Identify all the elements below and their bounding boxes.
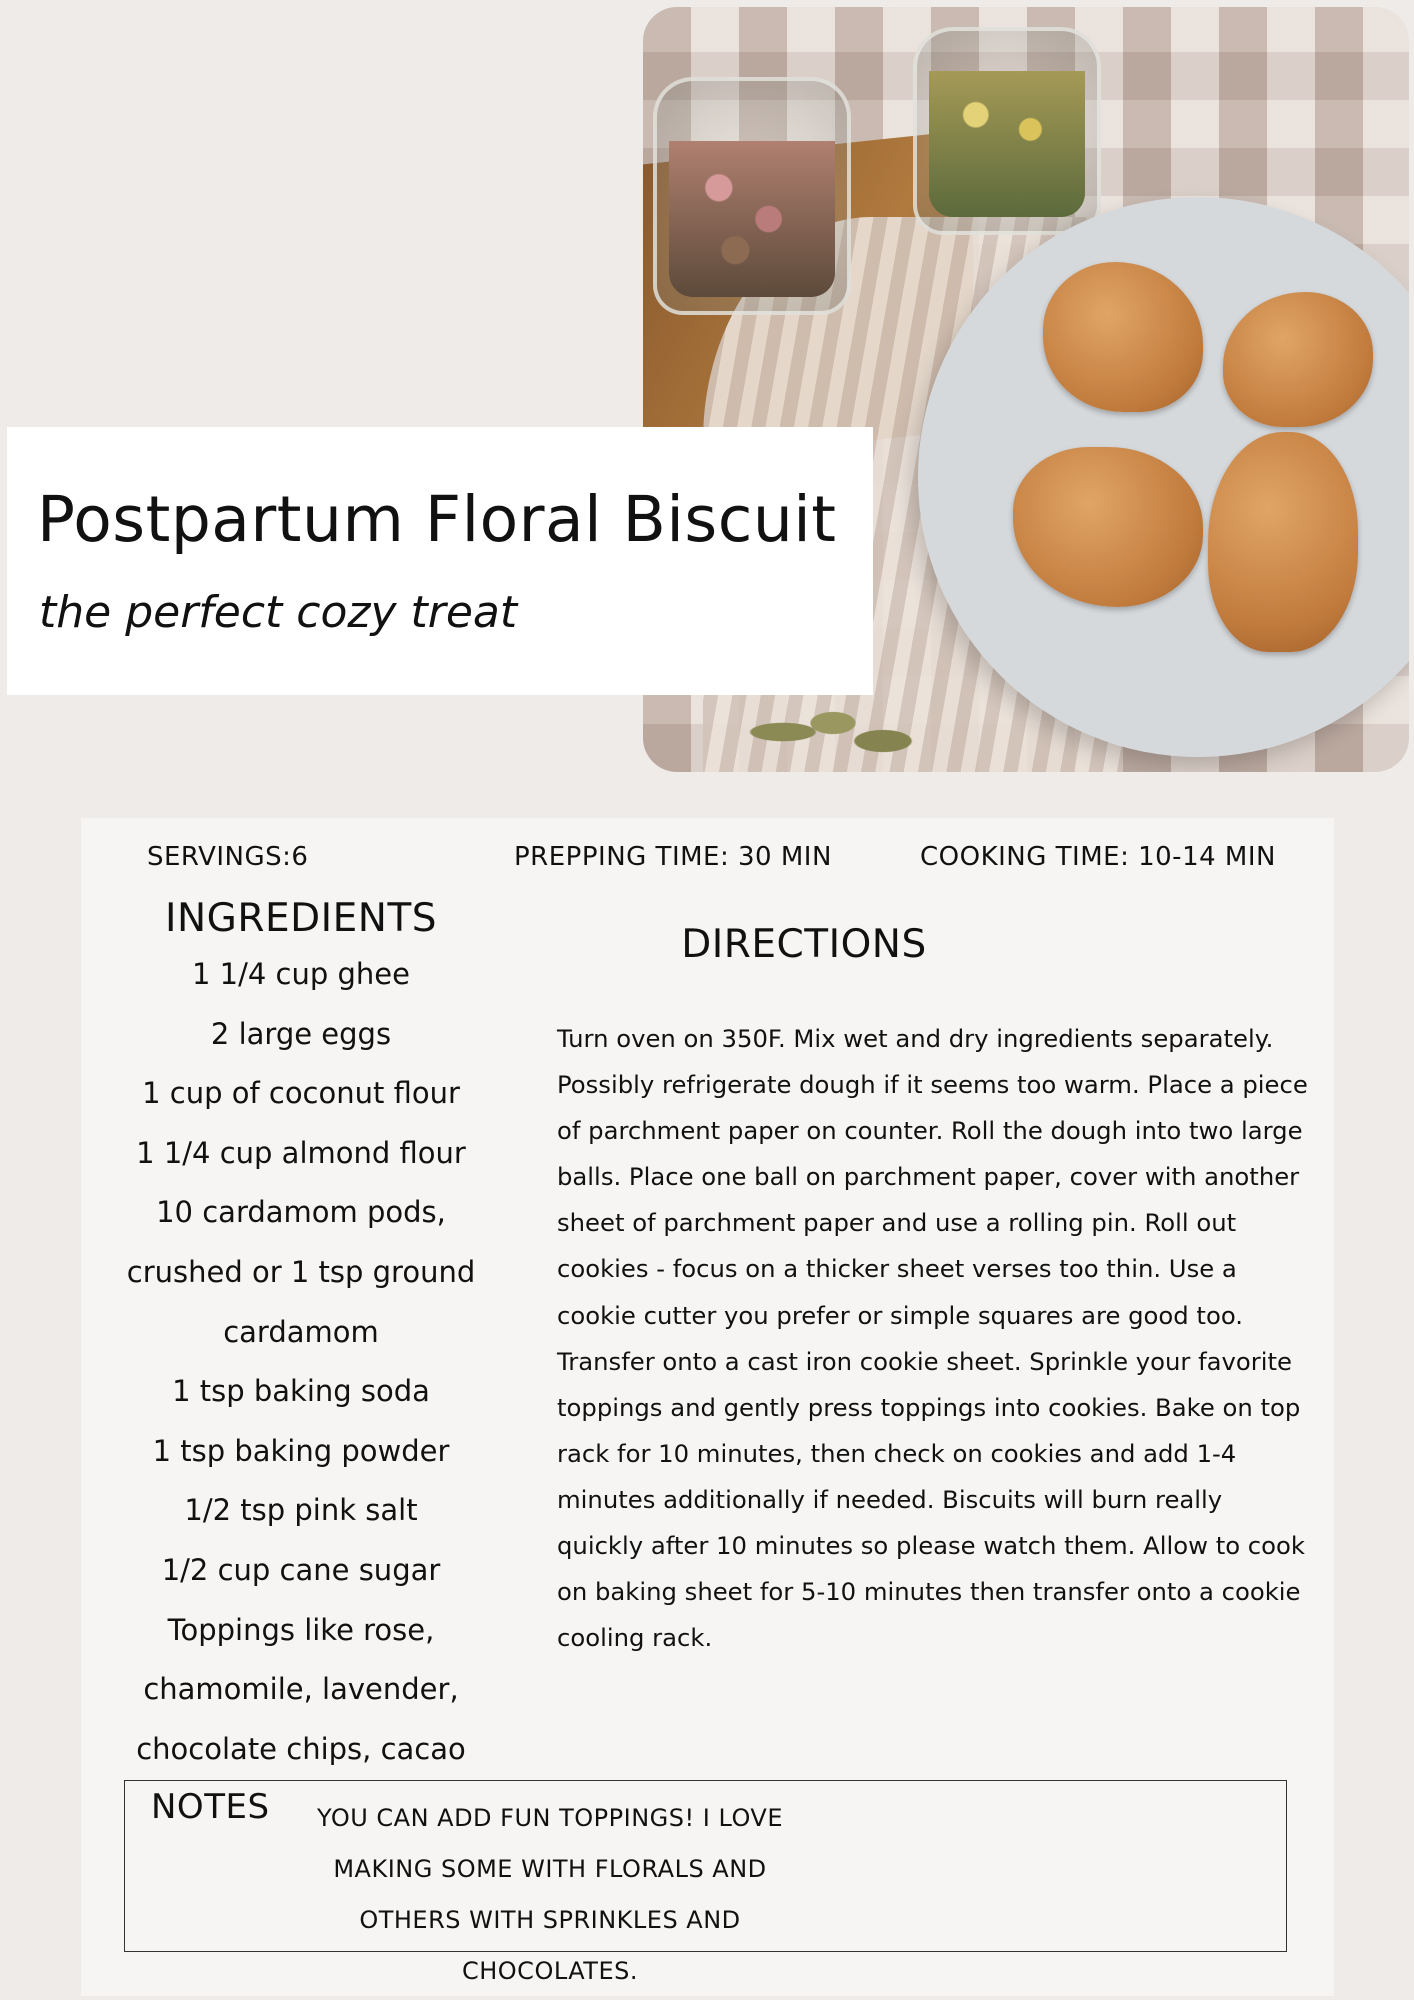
notes-label: NOTES [151,1787,270,1827]
ingredients-heading: INGREDIENTS [164,896,438,941]
ingredient-item: 1/2 tsp pink salt [184,1493,418,1528]
ingredient-item: 1 tsp baking soda [172,1374,430,1409]
notes-box [124,1780,1287,1985]
ingredient-item: 2 large eggs [210,1016,392,1051]
ingredient-item: cardamom [223,1314,379,1349]
cook-time-label: COOKING TIME: 10-14 MIN [920,842,1276,872]
ingredient-item: 1/2 cup cane sugar [161,1552,441,1587]
biscuit [1208,432,1358,652]
notes-text: YOU CAN ADD FUN TOPPINGS! I LOVE MAKING SOME WITH FLORALS AND OTHERS WITH SPRINKLES AND CHOCOLATES. [316,1804,784,1985]
servings-label: SERVINGS:6 [147,842,309,872]
ingredients-list [121,945,481,1779]
directions-heading: DIRECTIONS [681,922,927,967]
ingredients-section [121,896,481,1779]
ingredient-item: Toppings like rose, [167,1612,435,1647]
ingredient-item: chocolate chips, cacao [136,1731,466,1766]
ingredient-item: 1 1/4 cup ghee [192,957,410,991]
title-card [7,427,873,695]
cardamom-pods [743,687,943,772]
prep-time-label: PREPPING TIME: 30 MIN [514,842,832,872]
ingredient-item: crushed or 1 tsp ground [126,1254,476,1289]
ingredient-item: 10 cardamom pods, [156,1195,446,1230]
recipe-title: Postpartum Floral Biscuit [37,483,837,556]
ingredient-item: 1 1/4 cup almond flour [136,1135,466,1170]
directions-text: Turn oven on 350F. Mix wet and dry ingredients separately. Possibly refrigerate dough if it seems too warm. Place a piece of parchment paper on counter. Roll the dough into two large balls. Place one ball on parchment paper, cover with another sheet of parchment paper and use a rolling pin. Roll out cookies - focus on a thicker sheet verses too thin. Use a cookie cutter you prefer or simple squares are good too. Transfer onto a cast iron cookie sheet. Sprinkle your favorite toppings and gently press toppings into cookies. Bake on top rack for 10 minutes, then check on cookies and add 1-4 minutes additionally if needed. Biscuits will burn really quickly after 10 minutes so please watch them. Allow to cook on baking sheet for 5-10 minutes then transfer onto a cookie cooling rack. [557,1024,1308,1653]
rose-petal-jar [653,77,851,315]
recipe-card [81,818,1334,1996]
chamomile-jar [913,27,1101,235]
ingredient-item: chamomile, lavender, [143,1672,459,1707]
ingredient-item: 1 tsp baking powder [152,1433,450,1468]
ingredient-item: 1 cup of coconut flour [142,1076,460,1111]
recipe-subtitle: the perfect cozy treat [39,587,518,638]
